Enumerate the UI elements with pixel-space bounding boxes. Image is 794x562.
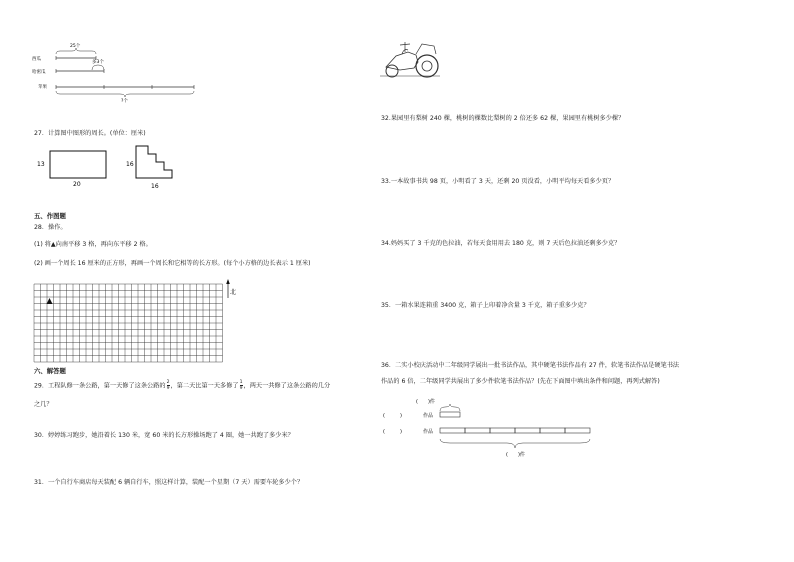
stair-height-label: 16 [126,161,134,168]
question-31: 31．一个自行车商店每天装配 6 辆自行车，照这样计算，装配一个星期（7 天）需要车轮多少个？ [34,479,304,486]
comparison-diagram [30,40,200,106]
bar-segment [465,428,490,433]
brace2-label: 多3个 [92,60,104,65]
fraction-2 [240,380,243,391]
rect-height-label: 13 [37,161,45,168]
tractor-svg [378,38,442,80]
fraction-1 [167,380,170,391]
question-28-part1: (1) 将▲向南平移 3 格，再向东平移 2 格。 [34,241,152,248]
stair-width-label: 16 [151,183,159,190]
tractor-roof-icon [416,44,436,54]
grid-svg [32,278,242,368]
question-29-text-c: ，两天一共修了这条公路的几分 [243,382,331,390]
question-35: 35．一箱水果连箱重 3400 克，箱子上印着净含量 3 千克，箱子重多少克？ [381,302,590,309]
section-5-heading: 五、作图题 [34,212,66,220]
grid-area [32,278,242,368]
bar-segment [540,428,565,433]
perimeter-figures [34,144,194,192]
question-33: 33.一本故事书共 98 页，小明看了 3 天，还剩 20 页没看，小明平均每天看多少页？ [381,178,615,185]
bar-segment [440,428,465,433]
question-29 [34,380,330,391]
comparison-diagram-svg [30,40,200,106]
perimeter-figures-svg [34,144,194,192]
north-label: 北 [230,289,237,296]
question-36-line2: 作品的 6 倍，二年级同学共展出了多少件软笔书法作品？(先在下面图中填出条件和问题，再列式解答) [381,378,660,385]
tractor-hub-icon [422,61,432,71]
staircase-figure [136,146,172,178]
bar-segment [565,428,590,433]
brace-top-label: ( )件 [416,399,435,405]
row1-paren: ( ) [383,413,402,419]
triangle-icon [47,298,53,304]
tractor-front-wheel-icon [386,65,398,77]
question-36-line1: 36．二实小校庆活动中二年级同学展出一批书法作品，其中硬笔书法作品有 27 件，软笔书法作品是硬笔书法 [381,362,680,369]
tractor-wheel-icon [416,55,438,77]
question-29-continuation: 之几？ [34,401,53,408]
row3-label: 苹果 [38,85,47,90]
row1-bar [440,412,460,417]
brace-bottom [440,439,590,448]
tractor-picture [378,38,442,80]
q36-diagram-svg [380,394,630,462]
rect-width-label: 20 [73,181,81,188]
brace1-label: 25个 [70,44,81,49]
question-28: 28．操作。 [34,224,67,231]
fraction-2-denominator: 9 [239,386,243,391]
question-28-part2: (2) 画一个周长 16 厘米的正方形，再画一个周长和它相等的长方形。(每个小方格的边长表示 1 厘米) [34,260,311,267]
q36-diagram [380,394,630,462]
bar-segment [515,428,540,433]
tractor-body-icon [386,52,418,70]
north-arrow-icon [226,279,230,284]
row2-bar [440,428,590,433]
row2-brace [92,65,104,70]
question-27: 27．计算图中图形的周长。(单位：厘米) [34,130,146,137]
bar-segment [490,428,515,433]
question-30: 30．婷婷练习跑步，她沿着长 130 米，宽 60 米的长方形操场跑了 4 圈，她一共跑了多少米？ [34,432,294,439]
brace3-label: ?个 [121,99,128,104]
question-32: 32.果园里有梨树 240 棵，桃树的棵数比梨树的 2 倍还多 62 棵，果园里有桃树多少棵？ [381,115,625,122]
fraction-1-denominator: 9 [166,386,170,391]
row1-label: 西瓜 [32,57,41,62]
fraction-2-numerator: 1 [239,380,243,385]
row2-paren: ( ) [383,429,402,435]
row2-label: 哈密瓜 [32,70,46,75]
brace-top [440,404,460,411]
question-29-text-a: 29．工程队修一条公路，第一天修了这条公路的 [34,382,166,390]
section-6-heading: 六、解答题 [34,367,66,375]
fraction-1-numerator: 2 [166,380,170,385]
square-grid [34,284,223,362]
brace-bottom-label: ( )件 [506,452,525,458]
row1-label: 作品 [423,413,434,419]
row3-brace [56,91,194,97]
row2-label: 作品 [423,429,434,435]
question-34: 34.妈妈买了 3 千克的色拉油，若每天食用用去 180 克，则 7 天后色拉油还剩多少克？ [381,240,621,247]
rectangle-figure [50,151,106,178]
question-29-text-b: ，第二天比第一天多修了 [170,382,239,390]
